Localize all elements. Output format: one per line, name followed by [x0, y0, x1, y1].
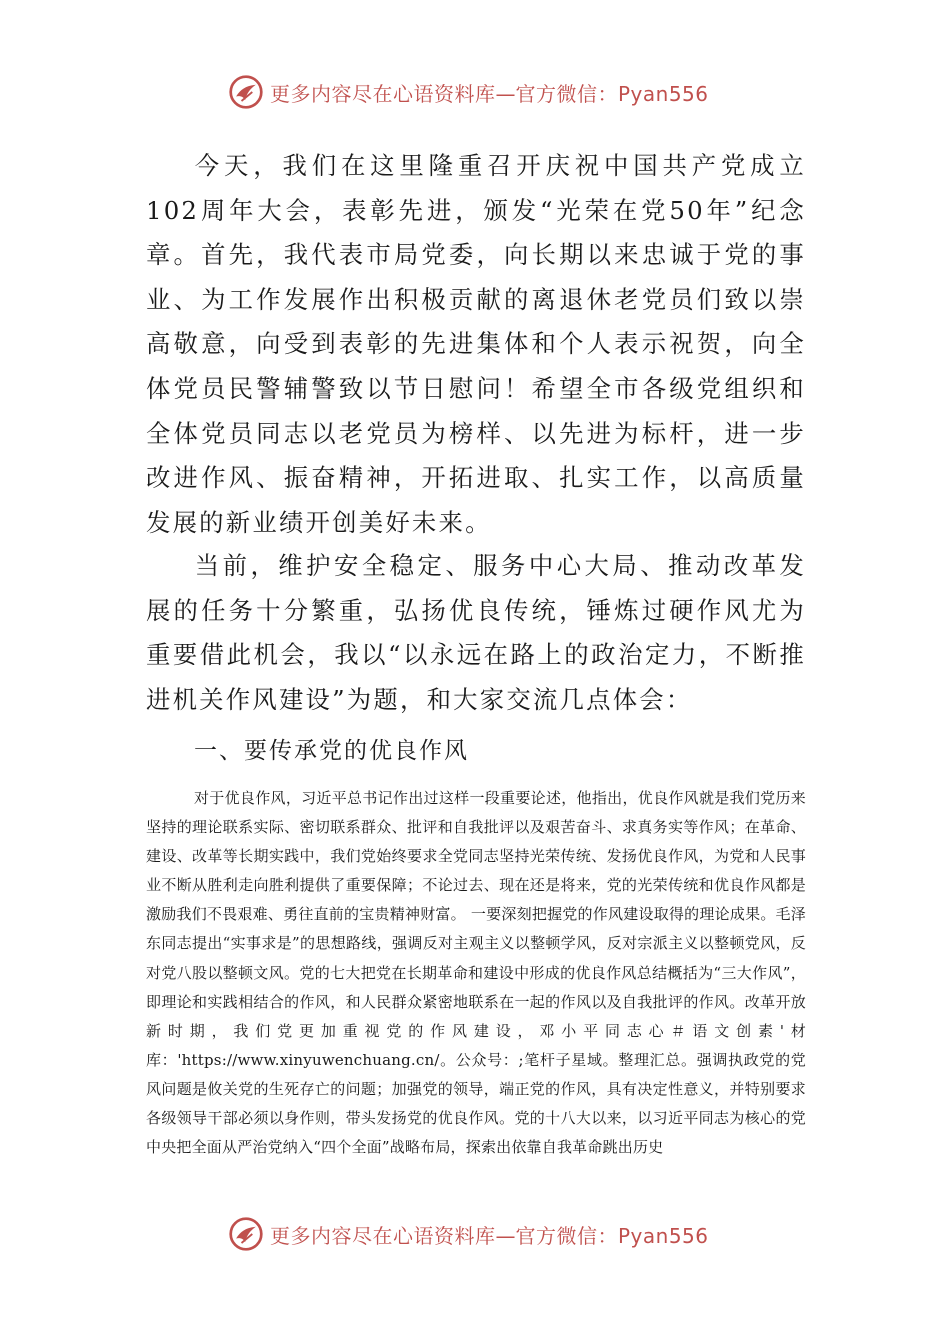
body-paragraph-2: 当前，维护安全稳定、服务中心大局、推动改革发展的任务十分繁重，弘扬优良传统，锤炼过硬作风尤为重要借此机会，我以“以永远在路上的政治定力，不断推进机关作风建设”为题，和大家交流几点体会： — [146, 551, 806, 714]
section-heading-1: 一、要传承党的优良作风 — [194, 738, 469, 764]
bird-seal-logo-icon — [228, 1216, 264, 1252]
header-banner — [228, 70, 709, 114]
body-paragraph-3: 对于优良作风，习近平总书记作出过这样一段重要论述，他指出，优良作风就是我们党历来坚持的理论联系实际、密切联系群众、批评和自我批评以及艰苦奋斗、求真务实等作风；在革命、建设、改革等长期实践中，我们党始终要求全党同志坚持光荣传统、发扬优良作风，为党和人民事业不断从胜利走向胜利提供了重要保障；不论过去、现在还是将来，党的光荣传统和优良作风都是激励我们不畏艰难、勇往直前的宝贵精神财富。 一要深刻把握党的作风建设取得的理论成果。毛泽东同志提出“实事求是”的思想路线，强调反对主观主义以整顿学风，反对宗派主义以整顿党风，反对党八股以整顿文风。党的七大把党在长期革命和建设中形成的优良作风总结概括为“三大作风”，即理论和实践相结合的作风，和人民群众紧密地联系在一起的作风以及自我批评的作风。改革开放新时期，我们党更加重视党的作风建设，邓小平同志心＃语文创素'材库：'https://www.xinyuwenchuang.cn/。公众号：;笔杆子星域。整理汇总。强调执政党的党风问题是攸关党的生死存亡的问题；加强党的领导，端正党的作风，具有决定性意义，并特别要求各级领导干部必须以身作则，带头发扬党的优良作风。党的十八大以来，以习近平同志为核心的党中央把全面从严治党纳入“四个全面”战略布局，探索出依靠自我革命跳出历史 — [146, 789, 806, 1157]
body-paragraph-1: 今天，我们在这里隆重召开庆祝中国共产党成立102周年大会，表彰先进，颁发“光荣在党50年”纪念章。首先，我代表市局党委，向长期以来忠诚于党的事业、为工作发展作出积极贡献的离退休老党员们致以崇高敬意，向受到表彰的先进集体和个人表示祝贺，向全体党员民警辅警致以节日慰问！希望全市各级党组织和全体党员同志以老党员为榜样、以先进为标杆，进一步改进作风、振奋精神，开拓进取、扎实工作，以高质量发展的新业绩开创美好未来。 — [146, 151, 806, 537]
header-banner-text: 更多内容尽在心语资料库—官方微信：Pyan556 — [270, 81, 709, 106]
footer-banner — [228, 1212, 709, 1256]
bird-seal-logo-icon — [228, 74, 264, 110]
footer-banner-text: 更多内容尽在心语资料库—官方微信：Pyan556 — [270, 1223, 709, 1248]
